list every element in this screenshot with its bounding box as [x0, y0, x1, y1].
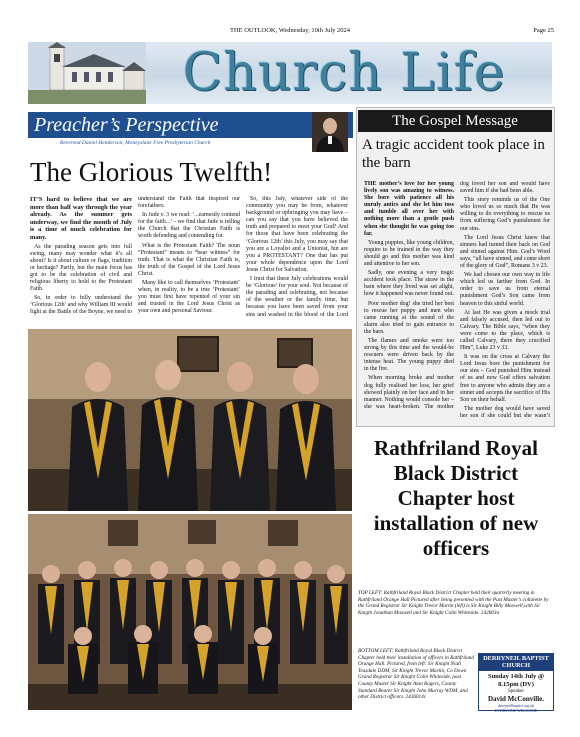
- advert-time: Sunday 14th July @ 8.15pm (DV): [487, 672, 545, 688]
- photo-caption-bottom: BOTTOM LEFT: Rathfriland Royal Black District Chapter held their installation of officers in Rathfriland Orange Hall. Pictured, from left: Sir Knight Niall Teasdale DDM, Sir Knight Trevor Martin, Co Down Grand Registrar Sir Knight Colin Whiteside, past County Master Sir Knight Alan Rogers, County Standard Bearer Sir Knight John Murray WDM, and other District officers. 2426014c: [358, 648, 474, 701]
- portrait-image: [312, 112, 348, 152]
- gospel-headline: A tragic accident took place in the barn: [362, 137, 545, 171]
- paragraph: This story reminds us of the One who loved us so much that He was willing to do everything to rescue us from suffering God’s punishment for our sins.: [460, 197, 550, 232]
- church-building-icon: [28, 42, 146, 104]
- author-portrait: [312, 112, 348, 152]
- preacher-article-body: [30, 196, 348, 324]
- page-number: Page 25: [533, 27, 554, 34]
- gospel-message-banner: [358, 110, 552, 132]
- advert-speaker-label: Speaker: [507, 688, 525, 694]
- gospel-article-body: [364, 181, 550, 421]
- paragraph: The flames and smoke were too strong by this time and the would-be rescuers were driven back by the intense heat. The young puppy died in the fire.: [364, 337, 454, 373]
- rathfriland-headline: Rathfriland Royal Black District Chapter host installation of new officers: [373, 436, 539, 560]
- officers-photo-top: [28, 329, 352, 511]
- paragraph: Poor mother dog! she tried her best to rescue her puppy and men who came running at the sound of the alarm also tried to gain entrance to the barn.: [364, 300, 454, 335]
- masthead-title: Church Life: [182, 43, 506, 103]
- paragraph: When morning broke and mother dog fully realised her loss, her grief showed plainly on her face and in her manner. Nothing would console her – she was heart-broken. The mother dog loved her son and would have saved him if she had been able.: [364, 181, 550, 410]
- preachers-perspective-banner: [28, 112, 353, 138]
- section-title: Preacher’s Perspective: [34, 114, 219, 136]
- paragraph: THE mother’s love for her young lively son was amazing to witness. She bore with patience all his unruly antics and she let him toss and tumble all over her with nothing more than a gentle push when she thought he was going too far.: [364, 181, 454, 237]
- paragraph: Many like to call themselves ‘Protestant’ when, in reality, to be a true ‘Protestant’ you must first have repented of your sin and trusted in the Lord Jesus Christ as your own and personal Saviour.: [138, 280, 240, 315]
- church-advert: [478, 653, 554, 711]
- paragraph: In Jude v. 3 we read: ‘...earnestly contend for the faith...’ – we find that Jude is telling the Church that the Christian Faith is worth defending and contending for.: [138, 212, 240, 240]
- paragraph: So, this July, whatever side of the community you may be from, whatever background or upbringing you may have – can you say that you have believed the truth and prepared to meet your God? And for those that have been celebrating the ‘Glorious 12th’ this July, you may say that you are a Loyalist and a Unionist, but are you a PROTESTANT? One that has put your whole dependence upon the Lord Jesus Christ for Salvation.: [246, 196, 348, 273]
- masthead: [28, 42, 552, 104]
- paragraph: We had chosen our own way in life which led us farther from God. In order to save us from eternal punishment God’s Son came from heaven to this sinful world.: [460, 272, 550, 307]
- photo-caption-top: TOP LEFT: Rathfriland Royal Black District Chapter held their quarterly meeting in Rathfriland Orange Hall Pictured after being presented with the Past Master’s collarette by the Grand Registrar Sir Knight Trevor Martin (left) is Sir Knight Billy Maxwell,with Sir Knight Jonathan Maxwell and Sir Knight Colin Whiteside. 242603a: [358, 590, 549, 616]
- running-head: [0, 27, 580, 39]
- paragraph: IT’S hard to believe that we are more than half way through the year already. As the summer gets underway, we find the month of July is a time of much celebration for many.: [30, 196, 132, 241]
- officers-photo-bottom: [28, 514, 352, 710]
- advert-speaker-name: David McConville.: [488, 694, 544, 703]
- group-photo-image: [28, 329, 352, 511]
- group-photo-image: [28, 514, 352, 710]
- paragraph: What is the Protestant Faith? The noun “Protestant” means to “bear witness” for truth. That is what the Christian Faith is, the truth of the Gospel of the Lord Jesus Christ.: [138, 242, 240, 277]
- paragraph: Sadly, one evening a very tragic accident took place. The straw in the barn where they lived was set alight, how it happened was never found out.: [364, 270, 454, 298]
- paragraph: I trust that these July celebrations would be ‘Glorious’ for your soul. Not because of the parading and celebrating, not because of the weather or the family time, but because you have been saved from your sins and washed in the blood of the Lord: [246, 276, 348, 318]
- paragraph: The Lord Jesus Christ knew that sinners had turned their back on God and sinned against Him. God’s Word says, “all have sinned, and come short of the glory of God”, Romans 3 v 23.: [460, 234, 550, 270]
- publication-date: THE OUTLOOK, Wednesday, 10th July 2024: [229, 27, 351, 34]
- advert-welcome: ~ EVERYONE WELCOME ~: [491, 707, 541, 713]
- byline: Reverend Daniel Henderson, Moneyslane Free Presbyterian Church: [60, 140, 211, 146]
- paragraph: The mother dog would have saved her son if she could but she wasn’t: [460, 405, 550, 419]
- paragraph: As the parading season gets into full swing, many may wonder what it’s all about? Is it about culture or flags, tradition or heritage? Partly, but the main focus has got to be the celebration of civil and religious liberty to hold to the Protestant Faith.: [30, 243, 132, 293]
- advert-website: derryneilbaptist.org.uk: [497, 702, 535, 708]
- article-headline: The Glorious Twelfth!: [30, 157, 273, 187]
- advert-church-name: DERRYNEIL BAPTIST CHURCH: [479, 654, 553, 671]
- paragraph: Young puppies, like young children, require to be trained in the way they should go and this mother was kind and attentive to her son.: [364, 239, 454, 268]
- section-title: The Gospel Message: [392, 113, 518, 129]
- paragraph: It was on the cross at Calvary the Lord Jesus bore the punishment for our sins – God punished Him instead of us and now God offers salvation free to anyone who admits they are a sinner and accepts the sacrifice of His Son on their behalf.: [460, 354, 550, 403]
- paragraph: At last He was given a mock trial and falsely accused, then led out to Calvary. The Bible says, “when they were come to the place, which is called Calvary, there they crucified Him”, Luke 23 v 33.: [460, 309, 550, 352]
- paragraph: So, in order to fully understand the ‘Glorious 12th’ and why William III would fight at the Battle of the Boyne, we need to understand the Faith that inspired our forefathers.: [30, 196, 240, 316]
